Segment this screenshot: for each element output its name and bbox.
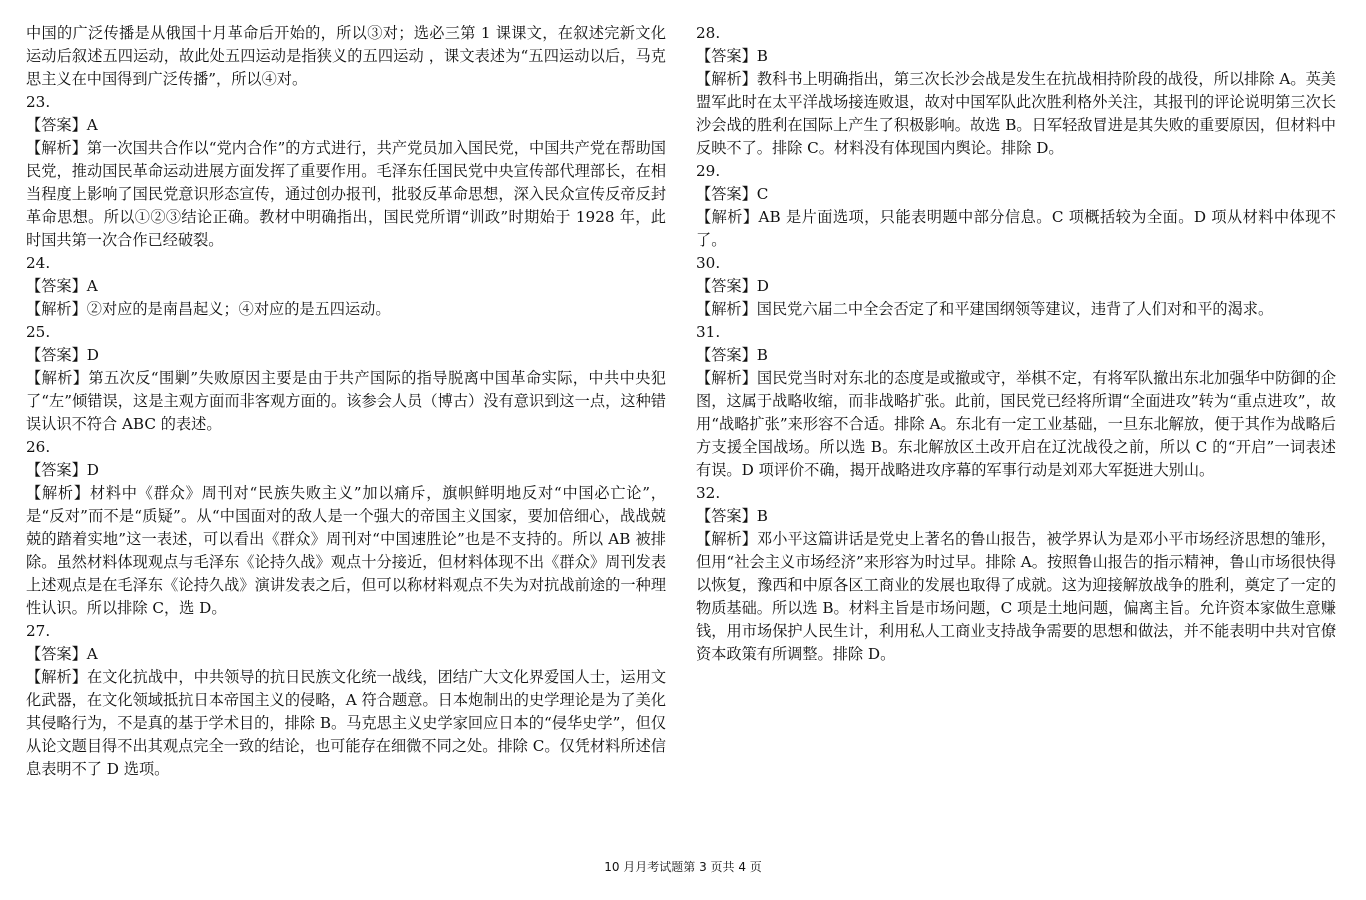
question-number: 29. bbox=[696, 162, 721, 180]
question-number: 31. bbox=[696, 323, 721, 341]
question-analysis: 【解析】②对应的是南昌起义；④对应的是五四运动。 bbox=[26, 300, 391, 318]
question-answer: 【答案】B bbox=[696, 346, 768, 364]
question-answer: 【答案】D bbox=[26, 346, 99, 364]
question-answer: 【答案】D bbox=[696, 277, 769, 295]
question-text: 中国的广泛传播是从俄国十月革命后开始的，所以③对；选必三第 1 课课文，在叙述完新文化运动后叙述五四运动，故此处五四运动是指狭义的五四运动 ，课文表述为“五四运动以后，马克思主义在中国得到广泛传播”，所以④对。 bbox=[26, 24, 666, 88]
question-number: 28. bbox=[696, 24, 721, 42]
question-analysis: 【解析】第一次国共合作以“党内合作”的方式进行，共产党员加入国民党，中国共产党在帮助国民党，推动国民革命运动进展方面发挥了重要作用。毛泽东任国民党中央宣传部代理部长，在相当程度上影响了国民党意识形态宣传，通过创办报刊，批驳反革命思想，深入民众宣传反帝反封革命思想。所以①②③结论正确。教材中明确指出，国民党所谓“训政”时期始于 1928 年，此时国共第一次合作已经破裂。 bbox=[26, 139, 666, 249]
question-number: 26. bbox=[26, 438, 51, 456]
question-analysis: 【解析】AB 是片面选项，只能表明题中部分信息。C 项概括较为全面。D 项从材料中体现不了。 bbox=[696, 208, 1336, 249]
question-answer: 【答案】A bbox=[26, 116, 98, 134]
question-answer: 【答案】B bbox=[696, 47, 768, 65]
question-number: 23. bbox=[26, 93, 51, 111]
question-analysis: 【解析】国民党六届二中全会否定了和平建国纲领等建议，违背了人们对和平的渴求。 bbox=[696, 300, 1274, 318]
question-answer: 【答案】D bbox=[26, 461, 99, 479]
question-analysis: 【解析】第五次反“围剿”失败原因主要是由于共产国际的指导脱离中国革命实际，中共中央犯了“左”倾错误，这是主观方面而非客观方面的。该参会人员（博古）没有意识到这一点，这种错误认识不符合 ABC 的表述。 bbox=[26, 369, 666, 433]
question-number: 25. bbox=[26, 323, 51, 341]
question-number: 24. bbox=[26, 254, 51, 272]
question-answer: 【答案】A bbox=[26, 277, 98, 295]
question-number: 32. bbox=[696, 484, 721, 502]
question-analysis: 【解析】材料中《群众》周刊对“民族失败主义”加以痛斥，旗帜鲜明地反对“中国必亡论”，是“反对”而不是“质疑”。从“中国面对的敌人是一个强大的帝国主义国家，要加倍细心，战战兢兢的踏着实地”这一表述，可以看出《群众》周刊对“中国速胜论”也是不支持的。所以 AB 被排除。虽然材料体现观点与毛泽东《论持久战》观点十分接近，但材料体现不出《群众》周刊发表上述观点是在毛泽东《论持久战》演讲发表之后，但可以称材料观点不失为对抗战前途的一种理性认识。所以排除 C，选 D。 bbox=[26, 484, 666, 617]
question-analysis: 【解析】在文化抗战中，中共领导的抗日民族文化统一战线，团结广大文化界爱国人士，运用文化武器，在文化领域抵抗日本帝国主义的侵略，A 符合题意。日本炮制出的史学理论是为了美化其侵略行为，不是真的基于学术目的，排除 B。马克思主义史学家回应日本的“侵华史学”，但仅从论文题目得不出其观点完全一致的结论，也可能存在细微不同之处。排除 C。仅凭材料所述信息表明不了 D 选项。 bbox=[26, 668, 666, 778]
question-number: 27. bbox=[26, 622, 51, 640]
question-analysis: 【解析】邓小平这篇讲话是党史上著名的鲁山报告，被学界认为是邓小平市场经济思想的雏形，但用“社会主义市场经济”来形容为时过早。排除 A。按照鲁山报告的指示精神，鲁山市场很快得以恢复，豫西和中原各区工商业的发展也取得了成就。这为迎接解放战争的胜利，奠定了一定的物质基础。所以选 B。材料主旨是市场问题，C 项是土地问题，偏离主旨。允许资本家做生意赚钱，用市场保护人民生计，利用私人工商业支持战争需要的思想和做法，并不能表明中共对官僚资本政策有所调整。排除 D。 bbox=[696, 530, 1336, 663]
question-number: 30. bbox=[696, 254, 721, 272]
question-answer: 【答案】B bbox=[696, 507, 768, 525]
page-footer: 10 月月考试题第 3 页共 4 页 bbox=[604, 860, 762, 874]
question-analysis: 【解析】教科书上明确指出，第三次长沙会战是发生在抗战相持阶段的战役，所以排除 A。英美盟军此时在太平洋战场接连败退，故对中国军队此次胜利格外关注，其报刊的评论说明第三次长沙会战的胜利在国际上产生了积极影响。故选 B。日军轻敌冒进是其失败的重要原因，但材料中反映不了。排除 C。材料没有体现国内舆论。排除 D。 bbox=[696, 70, 1336, 157]
right-column bbox=[696, 22, 1336, 666]
question-answer: 【答案】C bbox=[696, 185, 769, 203]
question-answer: 【答案】A bbox=[26, 645, 98, 663]
question-analysis: 【解析】国民党当时对东北的态度是或撤或守，举棋不定，有将军队撤出东北加强华中防御的企图，这属于战略收缩，而非战略扩张。此前，国民党已经将所谓“全面进攻”转为“重点进攻”，故用“战略扩张”来形容不合适。排除 A。东北有一定工业基础，一旦东北解放，便于其作为战略后方支援全国战场。所以选 B。东北解放区土改开启在辽沈战役之前，所以 C 的“开启”一词表述有误。D 项评价不确，揭开战略进攻序幕的军事行动是刘邓大军挺进大别山。 bbox=[696, 369, 1336, 479]
left-column bbox=[26, 22, 666, 781]
